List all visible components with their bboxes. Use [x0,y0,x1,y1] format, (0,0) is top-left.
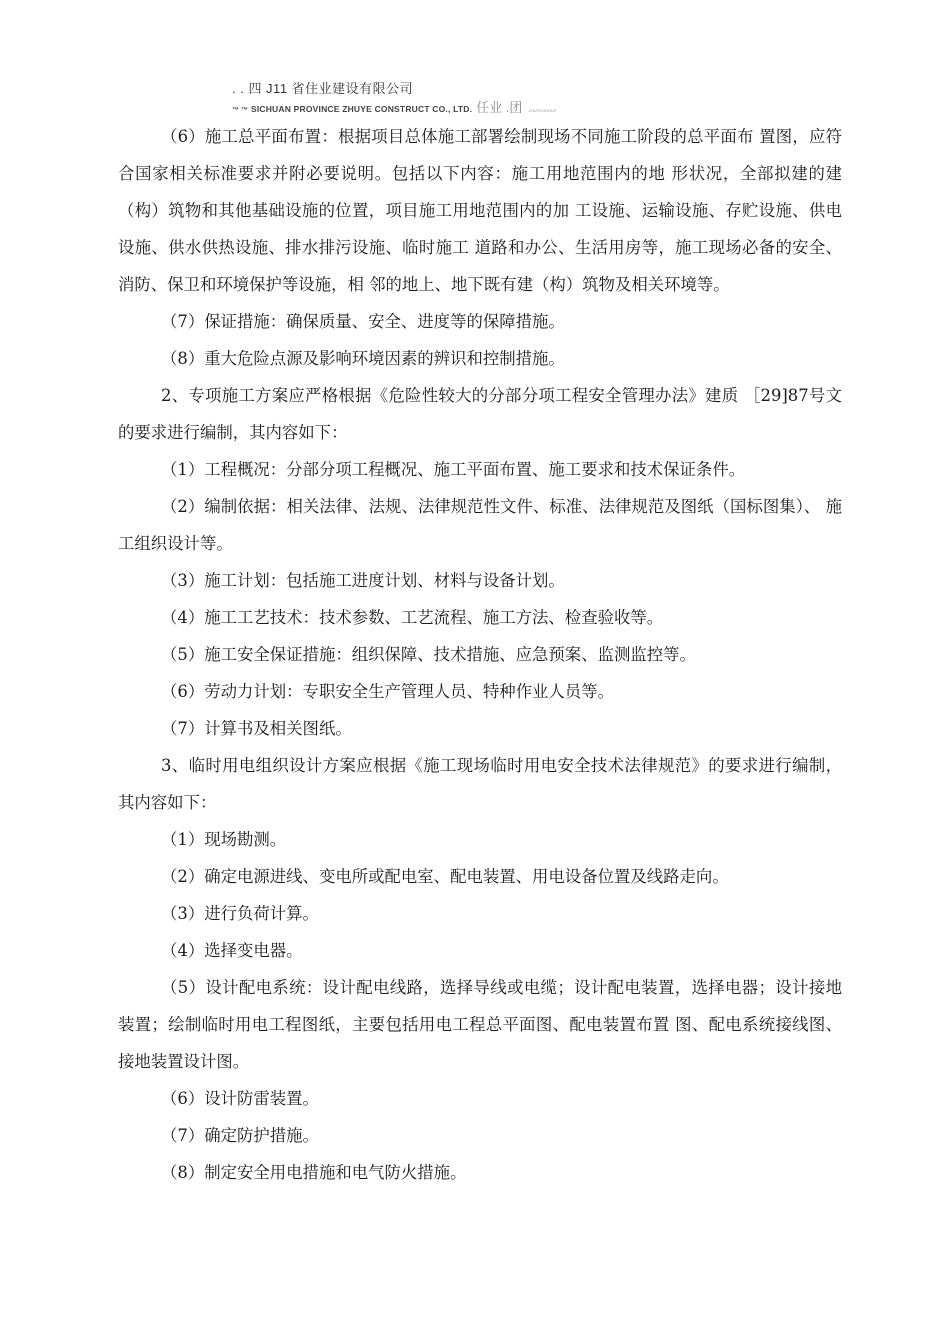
document-body [118,118,842,1191]
paragraph: （4）施工工艺技术：技术参数、工艺流程、施工方法、检查验收等。 [161,608,664,627]
page-header [232,78,652,115]
paragraph: （2）确定电源进线、变电所或配电室、配电装置、用电设备位置及线路走向。 [161,867,729,886]
company-name-english-row [232,97,557,117]
paragraph: （7）计算书及相关图纸。 [161,719,352,738]
brand-logo-text: 任业 .团 [476,100,523,115]
paragraph: （6）施工总平面布置：根据项目总体施工部署绘制现场不同施工阶段的总平面布 置图，应符合国家相关标准要求并附必要说明。包括以下内容：施工用地范围内的地 形状况，全部拟建的建（构）筑物和其他基础设施的位置，项目施工用地范围内的加 工设施、运输设施、存贮设施、供电设施、供水供热设施、排水排污设施、临时施工 道路和办公、生活用房等，施工现场必备的安全、消防、保卫和环境保护等设施，相 邻的地上、地下既有建（构）筑物及相关环境等。 [118,127,842,294]
paragraph: （8）重大危险点源及影响环境因素的辨识和控制措施。 [161,349,565,368]
paragraph: （7）确定防护措施。 [161,1126,319,1145]
paragraph: （8）制定安全用电措施和电气防火措施。 [161,1163,467,1182]
group-mark: ZHUYEGROUP [528,108,557,113]
paragraph: （5）施工安全保证措施：组织保障、技术措施、应急预案、监测监控等。 [161,645,696,664]
paragraph: （7）保证措施：确保质量、安全、进度等的保障措施。 [161,312,565,331]
paragraph: （2）编制依据：相关法律、法规、法律规范性文件、标准、法律规范及图纸（国标图集）、 施工组织设计等。 [118,497,842,553]
paragraph: （6）设计防雷装置。 [161,1089,319,1108]
paragraph: 2、专项施工方案应严格根据《危险性较大的分部分项工程安全管理办法》建质 ［29]87号文的要求进行编制，其内容如下： [118,386,842,442]
company-name-chinese: . . 四 J11 省住业建设有限公司 [232,81,414,96]
paragraph: （6）劳动力计划：专职安全生产管理人员、特种作业人员等。 [161,682,614,701]
paragraph: （3）进行负荷计算。 [161,904,319,923]
paragraph: （1）现场勘测。 [161,830,287,849]
trademark-marks: ™ ™ [232,107,248,114]
paragraph: （3）施工计划：包括施工进度计划、材料与设备计划。 [161,571,565,590]
paragraph: （4）选择变电器。 [161,941,303,960]
paragraph: （5）设计配电系统：设计配电线路，选择导线或电缆；设计配电装置，选择电器；设计接地装置；绘制临时用电工程图纸，主要包括用电工程总平面图、配电装置布置 图、配电系统接线图、接地装置设计图。 [118,978,842,1071]
paragraph: 3、临时用电组织设计方案应根据《施工现场临时用电安全技术法律规范》的要求进行编制，其内容如下： [118,756,842,812]
paragraph: （1）工程概况：分部分项工程概况、施工平面布置、施工要求和技术保证条件。 [161,460,746,479]
company-name-english: SICHUAN PROVINCE ZHUYE CONSTRUCT CO., LTD. [250,104,473,114]
